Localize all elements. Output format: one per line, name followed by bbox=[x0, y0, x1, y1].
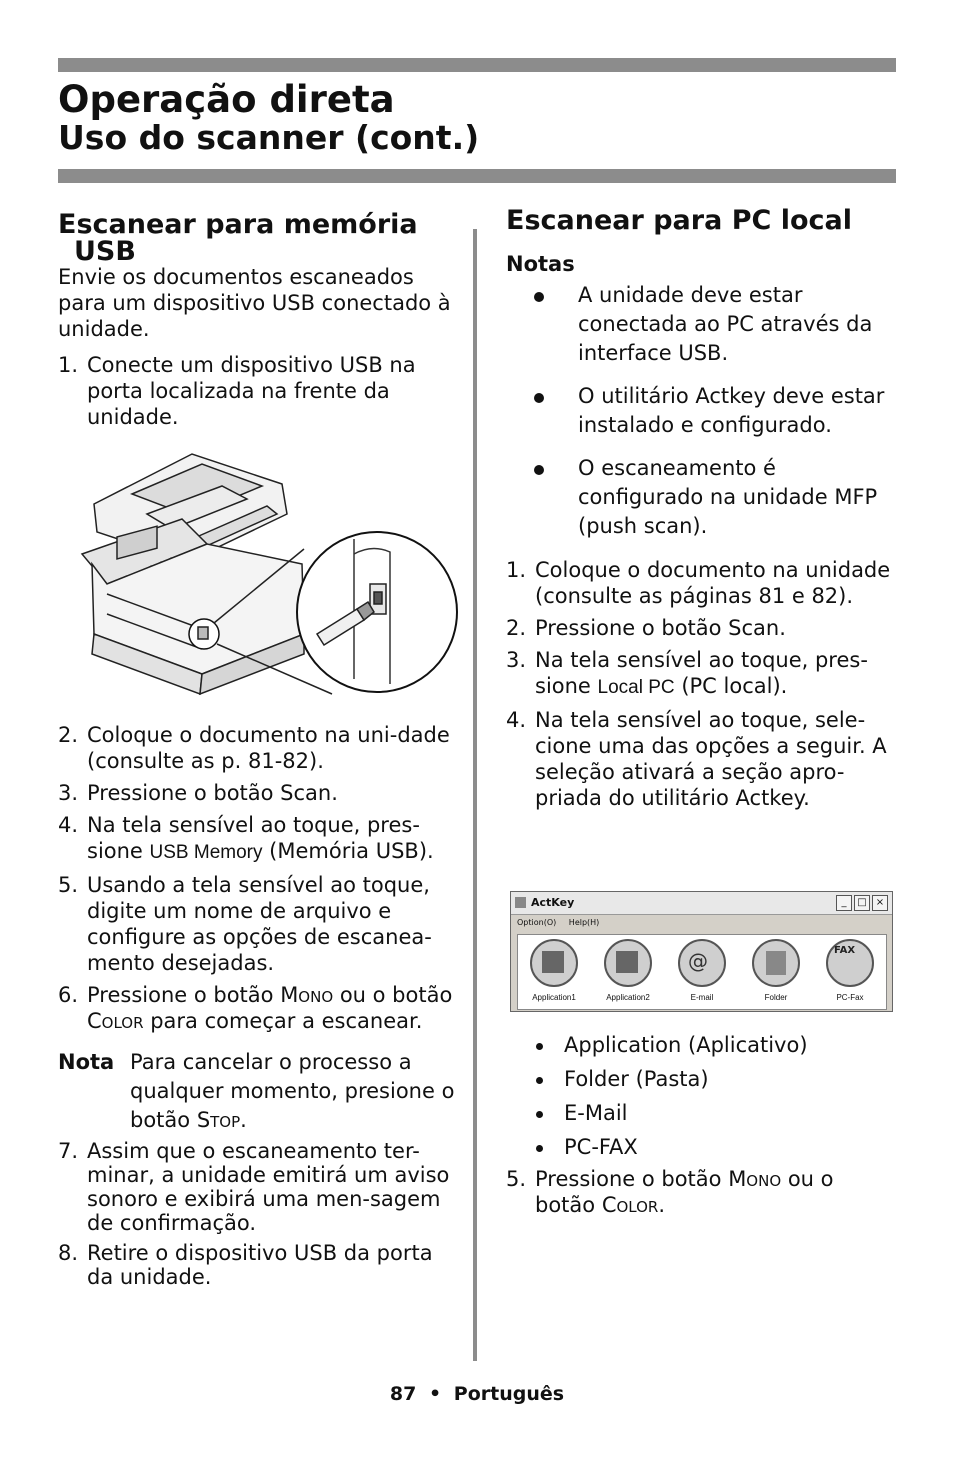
section-heading-pc: Escanear para PC local bbox=[506, 205, 852, 236]
page-subtitle: Uso do scanner (cont.) bbox=[58, 118, 480, 157]
notes-list bbox=[506, 281, 898, 541]
list-item: 4. Na tela sensível ao toque, pres-sione USB Memory (Memória USB). bbox=[58, 813, 434, 863]
list-item: PC-FAX bbox=[506, 1132, 898, 1166]
page-number: 87 bbox=[389, 1383, 417, 1405]
list-item: 7. Assim que o escaneamento ter-minar, a unidade emitirá um aviso sonoro e exibirá uma men-sagem de confirmação. bbox=[58, 1139, 450, 1235]
right-column-lower bbox=[506, 1030, 898, 1218]
list-item: O escaneamento é configurado na unidade MFP (push scan). bbox=[506, 454, 898, 541]
list-item: Application (Aplicativo) bbox=[506, 1030, 898, 1064]
note-block: Nota Para cancelar o processo a qualquer momento, presione o botão Stop. bbox=[58, 1050, 455, 1132]
folder-button[interactable]: Folder bbox=[744, 939, 808, 1002]
list-item: 2. Coloque o documento na uni-dade (consulte as p. 81-82). bbox=[58, 723, 450, 773]
list-item: 3. Na tela sensível ao toque, pres-sione Local PC (PC local). bbox=[506, 648, 868, 698]
page-title: Operação direta bbox=[58, 78, 395, 121]
language-label: Português bbox=[453, 1383, 565, 1405]
actkey-menubar bbox=[511, 915, 892, 931]
minimize-icon[interactable]: _ bbox=[836, 895, 852, 911]
steps-list-usb-a bbox=[58, 352, 458, 430]
menu-option[interactable]: Option(O) bbox=[517, 918, 557, 927]
printer-usb-illustration bbox=[72, 444, 462, 712]
list-item: O utilitário Actkey deve estar instalado e configurado. bbox=[506, 382, 898, 440]
folder-icon bbox=[752, 939, 800, 987]
options-list bbox=[506, 1030, 898, 1166]
list-item: 4. Na tela sensível ao toque, sele-cione uma das opções a seguir. A seleção ativará a seção apro-priada do utilitário Actkey. bbox=[506, 708, 887, 810]
application2-button[interactable]: Application2 bbox=[596, 939, 660, 1002]
steps-list-usb-c bbox=[58, 1139, 458, 1289]
scan-to-application-icon bbox=[530, 939, 578, 987]
pc-fax-button[interactable]: FAX PC-Fax bbox=[818, 939, 882, 1002]
list-item: 2. Pressione o botão Scan. bbox=[506, 616, 786, 640]
left-column bbox=[58, 210, 458, 1289]
application1-button[interactable]: Application1 bbox=[522, 939, 586, 1002]
actkey-buttons bbox=[517, 934, 887, 1010]
scan-to-application-icon bbox=[604, 939, 652, 987]
steps-list-pc-b bbox=[506, 1166, 898, 1218]
note-label: Nota bbox=[58, 1050, 115, 1074]
column-divider bbox=[473, 229, 477, 1361]
steps-list-pc-a bbox=[506, 557, 898, 811]
list-item: 5. Usando a tela sensível ao toque, digite um nome de arquivo e configure as opções de escanea-mento desejadas. bbox=[58, 873, 432, 975]
email-icon: @ bbox=[678, 939, 726, 987]
maximize-icon[interactable]: □ bbox=[854, 895, 870, 911]
notes-label: Notas bbox=[506, 252, 575, 276]
email-button[interactable]: @ E-mail bbox=[670, 939, 734, 1002]
list-item: 8. Retire o dispositivo USB da porta da unidade. bbox=[58, 1241, 433, 1289]
top-rule bbox=[58, 58, 896, 72]
list-item: 1. Conecte um dispositivo USB na porta localizada na frente da unidade. bbox=[58, 353, 416, 429]
close-icon[interactable]: × bbox=[872, 895, 888, 911]
section-heading-usb: Escanear para memória USB bbox=[58, 209, 418, 267]
app-icon bbox=[515, 897, 526, 908]
list-item: A unidade deve estar conectada ao PC através da interface USB. bbox=[506, 281, 898, 368]
list-item: 3. Pressione o botão Scan. bbox=[58, 781, 338, 805]
list-item: 1. Coloque o documento na unidade (consulte as páginas 81 e 82). bbox=[506, 558, 891, 608]
page-footer: 87 • Português bbox=[389, 1383, 565, 1405]
list-item: E-Mail bbox=[506, 1098, 898, 1132]
bottom-rule bbox=[58, 169, 896, 183]
actkey-window bbox=[510, 891, 893, 1012]
list-item: 5. Pressione o botão Mono ou o botão Color. bbox=[506, 1167, 834, 1217]
list-item: Folder (Pasta) bbox=[506, 1064, 898, 1098]
fax-icon: FAX bbox=[826, 939, 874, 987]
steps-list-usb-b bbox=[58, 722, 458, 1034]
menu-help[interactable]: Help(H) bbox=[568, 918, 600, 927]
intro-text: Envie os documentos escaneados para um dispositivo USB conectado à unidade. bbox=[58, 265, 451, 341]
actkey-titlebar: ActKey _ □ × bbox=[511, 892, 892, 915]
right-column bbox=[506, 206, 898, 811]
list-item: 6. Pressione o botão Mono ou o botão Color para começar a escanear. bbox=[58, 983, 453, 1033]
